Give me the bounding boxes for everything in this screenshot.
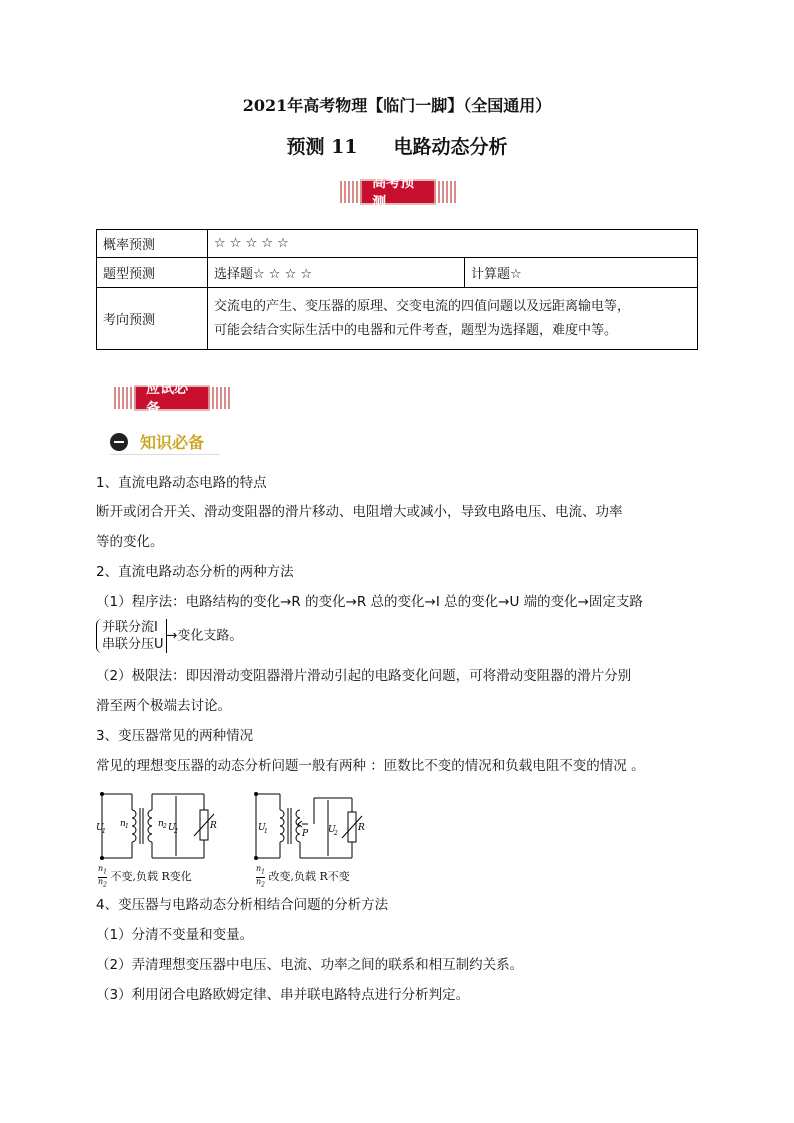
table-label-direction: 考向预测: [97, 288, 208, 350]
banner-prepare: [112, 381, 232, 417]
table-value-probability: ☆ ☆ ☆ ☆ ☆: [208, 230, 698, 258]
banner-predict: [338, 175, 458, 211]
label-n2-sub: 2: [163, 823, 167, 830]
step-2: （2）弄清理想变压器中电压、电流、功率之间的联系和相互制约关系。: [96, 957, 524, 973]
method-1: （1）程序法：电路结构的变化→R 的变化→R 总的变化→I 总的变化→U 端的变化→固定支路: [96, 594, 643, 610]
branch-brace: [96, 619, 242, 653]
direction-line-1: 交流电的产生、变压器的原理、交变电流的四值问题以及远距离输电等，: [214, 298, 631, 314]
brace-parallel: 并联分流I: [102, 620, 158, 635]
label-u2: U: [168, 823, 176, 833]
direction-line-2: 可能会结合实际生活中的电器和元件考查，题型为选择题，难度中等。: [214, 322, 618, 338]
table-label-probability: 概率预测: [97, 230, 208, 258]
caption-1: $\frac{n_1}{n_2}$ 不变,负载 R变化: [98, 864, 192, 889]
label-u1-b-sub: 1: [264, 828, 268, 835]
label-n1: n: [120, 819, 126, 829]
heading-3: 3、变压器常见的两种情况: [96, 728, 254, 744]
method-2a: （2）极限法：即因滑动变阻器滑片滑动引起的电路变化问题，可将滑动变阻器的滑片分别: [96, 668, 632, 684]
banner-prepare-label: 应试必备: [136, 387, 208, 409]
brace-tail: →变化支路。: [166, 628, 243, 644]
prediction-table: [96, 229, 698, 350]
para-1a: 断开或闭合开关、滑动变阻器的滑片移动、电阻增大或减小，导致电路电压、电流、功率: [96, 504, 623, 520]
subtitle-number: 预测 11: [286, 136, 358, 158]
heading-4: 4、变压器与电路动态分析相结合问题的分析方法: [96, 897, 389, 913]
table-value-direction: [208, 288, 698, 350]
table-value-choice: 选择题☆ ☆ ☆ ☆: [208, 258, 465, 288]
label-u1-b: U: [258, 823, 266, 833]
label-u2-sub: 2: [174, 828, 178, 835]
heading-1: 1、直流电路动态电路的特点: [96, 475, 267, 491]
document-subtitle: [0, 132, 794, 159]
banner-predict-label: 高考预测: [362, 181, 434, 203]
label-n2: n: [158, 819, 164, 829]
heading-2: 2、直流电路动态分析的两种方法: [96, 564, 294, 580]
label-u2-b-sub: 2: [334, 830, 338, 837]
brace-series: 串联分压U: [102, 637, 164, 652]
document-title: 2021年高考物理【临门一脚】（全国通用）: [242, 96, 552, 115]
label-r2: R: [358, 823, 365, 833]
label-u2-b: U: [328, 825, 336, 835]
table-label-type: 题型预测: [97, 258, 208, 288]
label-u1-sub: 1: [102, 828, 106, 835]
caption-2: $\frac{n_1}{n_2}$ 改变,负载 R不变: [256, 864, 350, 889]
table-value-calc: 计算题☆: [465, 258, 698, 288]
step-1: （1）分清不变量和变量。: [96, 927, 254, 943]
label-u1: U: [96, 823, 104, 833]
method-2b: 滑至两个极端去讨论。: [96, 698, 231, 714]
label-p: P: [302, 829, 309, 839]
section-header: [110, 430, 204, 453]
para-3: 常见的理想变压器的动态分析问题一般有两种 ：匝数比不变的情况和负载电阻不变的情况 。: [96, 758, 645, 774]
section-one-icon: [110, 433, 128, 451]
transformer-figure: [96, 788, 366, 868]
label-r1: R: [210, 821, 217, 831]
step-3: （3）利用闭合电路欧姆定律、串并联电路特点进行分析判定。: [96, 987, 470, 1003]
para-1b: 等的变化。: [96, 534, 164, 550]
subtitle-topic: 电路动态分析: [393, 136, 508, 158]
label-n1-sub: 1: [125, 823, 129, 830]
section-title: 知识必备: [140, 433, 205, 452]
